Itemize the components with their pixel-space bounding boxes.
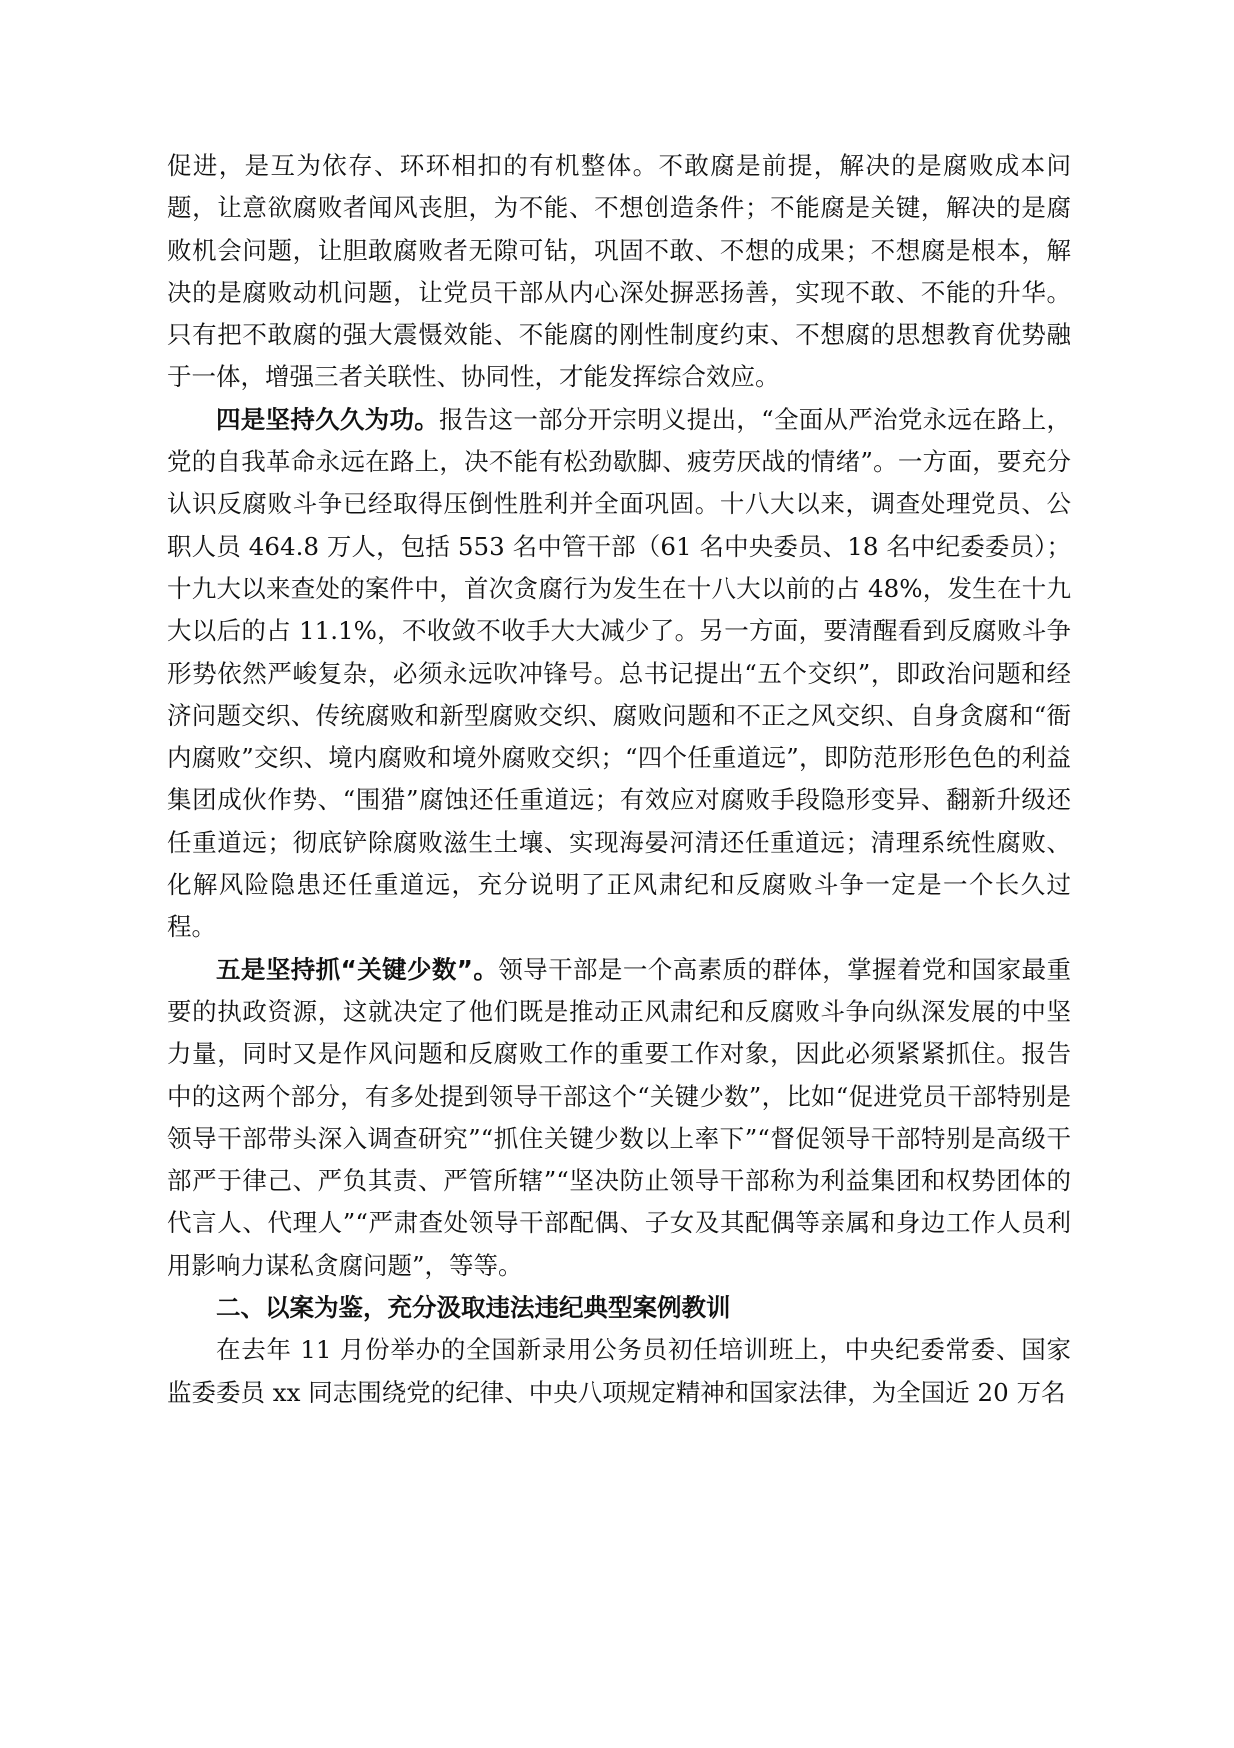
- paragraph-lead: 四是坚持久久为功。: [216, 404, 440, 434]
- paragraph-continuation: [167, 145, 1071, 399]
- paragraph-key-minority: [167, 949, 1071, 1287]
- paragraph-case-lessons: [167, 1329, 1071, 1414]
- document-body: [167, 145, 1071, 1414]
- section-heading: 二、以案为鉴，充分汲取违法违纪典型案例教训: [216, 1293, 731, 1323]
- paragraph-text: 领导干部是一个高素质的群体，掌握着党和国家最重要的执政资源，这就决定了他们既是推动正风肃纪和反腐败斗争向纵深发展的中坚力量，同时又是作风问题和反腐败工作的重要工作对象，因此必须紧紧抓住。报告中的这两个部分，有多处提到领导干部这个“关键少数”，比如“促进党员干部特别是领导干部带头深入调查研究”“抓住关键少数以上率下”“督促领导干部特别是高级干部严于律己、严负其责、严管所辖”“坚决防止领导干部称为利益集团和权势团体的代言人、代理人”“严肃查处领导干部配偶、子女及其配偶等亲属和身边工作人员利用影响力谋私贪腐问题”，等等。: [167, 954, 1071, 1280]
- paragraph-text: 报告这一部分开宗明义提出，“全面从严治党永远在路上，党的自我革命永远在路上，决不能有松劲歇脚、疲劳厌战的情绪”。一方面，要充分认识反腐败斗争已经取得压倒性胜利并全面巩固。十八大以来，调查处理党员、公职人员 464.8 万人，包括 553 名中管干部（61 名中央委员、18 名中纪委委员）；十九大以来查处的案件中，首次贪腐行为发生在十八大以前的占 48%，发生在十九大以后的占 11.1%，不收敛不收手大大减少了。另一方面，要清醒看到反腐败斗争形势依然严峻复杂，必须永远吹冲锋号。总书记提出“五个交织”，即政治问题和经济问题交织、传统腐败和新型腐败交织、腐败问题和不正之风交织、自身贪腐和“衙内腐败”交织、境内腐败和境外腐败交织；“四个任重道远”，即防范形形色色的利益集团成伙作势、“围猎”腐蚀还任重道远；有效应对腐败手段隐形变异、翻新升级还任重道远；彻底铲除腐败滋生土壤、实现海晏河清还任重道远；清理系统性腐败、化解风险隐患还任重道远，充分说明了正风肃纪和反腐败斗争一定是一个长久过程。: [167, 404, 1072, 942]
- paragraph-persistence: [167, 399, 1071, 949]
- paragraph-text: 在去年 11 月份举办的全国新录用公务员初任培训班上，中央纪委常委、国家监委委员 xx 同志围绕党的纪律、中央八项规定精神和国家法律，为全国近 20 万名: [167, 1335, 1071, 1407]
- paragraph-text: 促进，是互为依存、环环相扣的有机整体。不敢腐是前提，解决的是腐败成本问题，让意欲腐败者闻风丧胆，为不能、不想创造条件；不能腐是关键，解决的是腐败机会问题，让胆敢腐败者无隙可钻，巩固不敢、不想的成果；不想腐是根本，解决的是腐败动机问题，让党员干部从内心深处摒恶扬善，实现不敢、不能的升华。只有把不敢腐的强大震慑效能、不能腐的刚性制度约束、不想腐的思想教育优势融于一体，增强三者关联性、协同性，才能发挥综合效应。: [167, 151, 1071, 392]
- paragraph-lead: 五是坚持抓“关键少数”。: [216, 954, 499, 984]
